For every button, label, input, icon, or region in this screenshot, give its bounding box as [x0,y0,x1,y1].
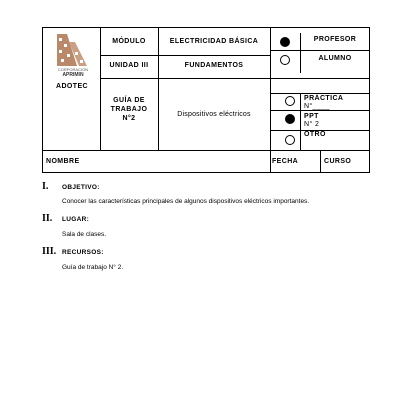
practica-label: PRÁCTICA [304,95,344,102]
logo-line-1: CORPORACION [57,67,89,72]
fecha-label: FECHA [272,158,299,165]
unidad-value: FUNDAMENTOS [184,62,244,69]
logo-line-2: APRIMIN [62,72,84,78]
practica-number: N°____ [304,103,330,110]
practica-radio[interactable] [285,96,295,106]
otro-radio[interactable] [285,135,295,145]
ppt-number: N° 2 [304,121,320,128]
profesor-radio[interactable] [280,37,290,47]
org-name: ADOTEC [56,83,88,90]
modulo-value: ELECTRICIDAD BÁSICA [169,38,259,45]
ppt-radio[interactable] [285,114,295,124]
otro-label: OTRO [304,131,326,138]
alumno-label: ALUMNO [318,55,352,62]
section-numeral: II. [42,213,53,224]
section-body: Conocer las características principales de algunos dispositivos eléctricos importantes. [62,198,310,205]
section-numeral: I. [42,181,49,192]
section-title: RECURSOS: [62,249,104,256]
section-body: Guía de trabajo N° 2. [62,264,124,271]
alumno-radio[interactable] [280,55,290,65]
guia-label-1: GUÍA DE [113,97,145,104]
guia-label-3: N°2 [122,115,136,122]
nombre-label: NOMBRE [46,158,80,165]
modulo-label: MÓDULO [112,38,146,45]
section-title: LUGAR: [62,216,90,223]
guia-label-2: TRABAJO [110,106,148,113]
guia-value: Dispositivos eléctricos [177,111,251,118]
ppt-label: PPT [304,113,319,120]
section-numeral: III. [42,246,57,257]
section-body: Sala de clases. [62,231,107,238]
section-title: OBJETIVO: [62,184,100,191]
profesor-label: PROFESOR [313,36,357,43]
unidad-label: UNIDAD III [109,62,149,69]
curso-label: CURSO [324,158,352,165]
